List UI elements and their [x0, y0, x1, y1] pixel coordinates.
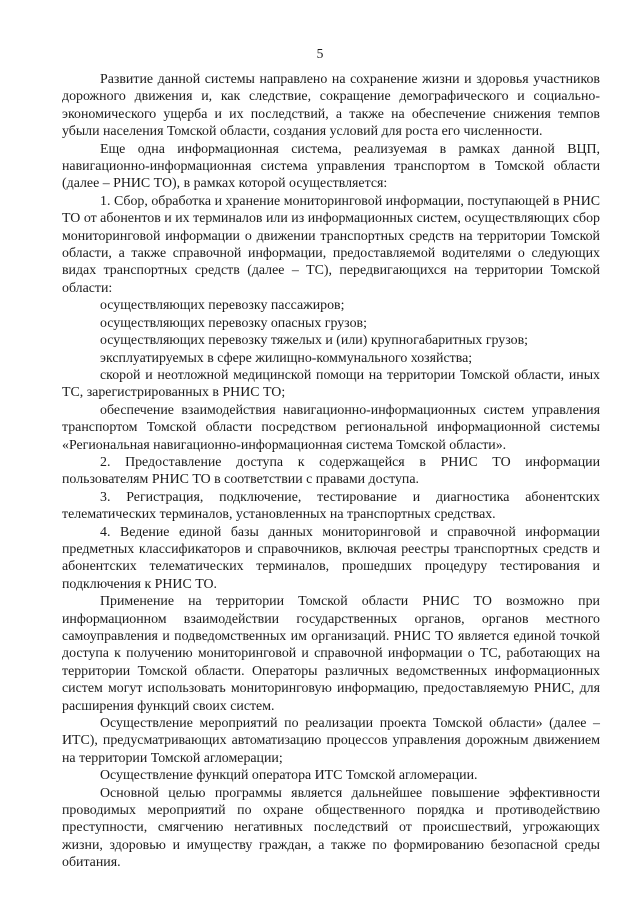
paragraph-item-1: 1. Сбор, обработка и хранение мониторинговой информации, поступающей в РНИС ТО от абонентов и их терминалов или из информационных систем, осуществляющих сбор мониторинговой информации о движении транспортных средств на территории Томской области, а также справочной информации, предоставляемой водителями о следующих видах транспортных средств (далее – ТС), передвигающихся на территории Томской области:: [62, 193, 600, 296]
list-item-heavy-cargo: осуществляющих перевозку тяжелых и (или) крупногабаритных грузов;: [100, 333, 528, 349]
paragraph-item-3: 3. Регистрация, подключение, тестирование и диагностика абонентских телематических терминалов, установленных на транспортных средствах.: [62, 489, 600, 523]
list-item-dangerous-goods: осуществляющих перевозку опасных грузов;: [100, 315, 367, 331]
paragraph-application: Применение на территории Томской области РНИС ТО возможно при информационном взаимодействии государственных органов, органов местного самоуправления и подведомственных им организаций. РНИС ТО является единой точкой доступа к получению мониторинговой и справочной информации о ТС, работающих на территории Томской области. Операторы различных ведомственных информационных систем могут использовать мониторинговую информацию, предоставляемую РНИС, для расширения функций своих систем.: [62, 594, 600, 714]
paragraph-item-4: 4. Ведение единой базы данных мониторинговой и справочной информации предметных классификаторов и справочников, включая реестры транспортных средств и абонентских телематических терминалов, прошедших процедуру тестирования и подключения к РНИС ТО.: [62, 524, 600, 592]
paragraph-system-development: Развитие данной системы направлено на сохранение жизни и здоровья участников дорожного движения и, как следствие, сокращение демографического и социально-экономического ущерба и их последствий, а также на обеспечение снижения темпов убыли населения Томской области, создания условий для роста его численности.: [62, 72, 600, 140]
page-number: 5: [316, 46, 324, 61]
paragraph-its-operator: Осуществление функций оператора ИТС Томской агломерации.: [100, 768, 478, 784]
paragraph-item-2: 2. Предоставление доступа к содержащейся в РНИС ТО информации пользователям РНИС ТО в соответствии с правами доступа.: [62, 454, 600, 488]
list-item-interaction: обеспечение взаимодействия навигационно-информационных систем управления транспортом Томской области посредством региональной информационной системы «Региональная навигационно-информационная система Томской области».: [62, 402, 600, 453]
list-item-passengers: осуществляющих перевозку пассажиров;: [100, 298, 345, 314]
list-item-ambulance: скорой и неотложной медицинской помощи на территории Томской области, иных ТС, зарегистрированных в РНИС ТО;: [62, 367, 600, 401]
paragraph-rnis-intro: Еще одна информационная система, реализуемая в рамках данной ВЦП, навигационно-информационная система управления транспортом в Томской области (далее – РНИС ТО), в рамках которой осуществляется:: [62, 141, 600, 192]
paragraph-main-goal: Основной целью программы является дальнейшее повышение эффективности проводимых мероприятий по охране общественного порядка и противодействию преступности, смягчению негативных последствий от происшествий, угрожающих жизни, здоровью и имуществу граждан, а также по формированию безопасной среды обитания.: [62, 785, 600, 871]
list-item-housing-utilities: эксплуатируемых в сфере жилищно-коммунального хозяйства;: [100, 350, 473, 366]
document-body: [62, 71, 600, 872]
paragraph-its-measures: Осуществление мероприятий по реализации проекта Томской области» (далее – ИТС), предусматривающих автоматизацию процессов управления дорожным движением на территории Томской агломерации;: [62, 716, 600, 766]
